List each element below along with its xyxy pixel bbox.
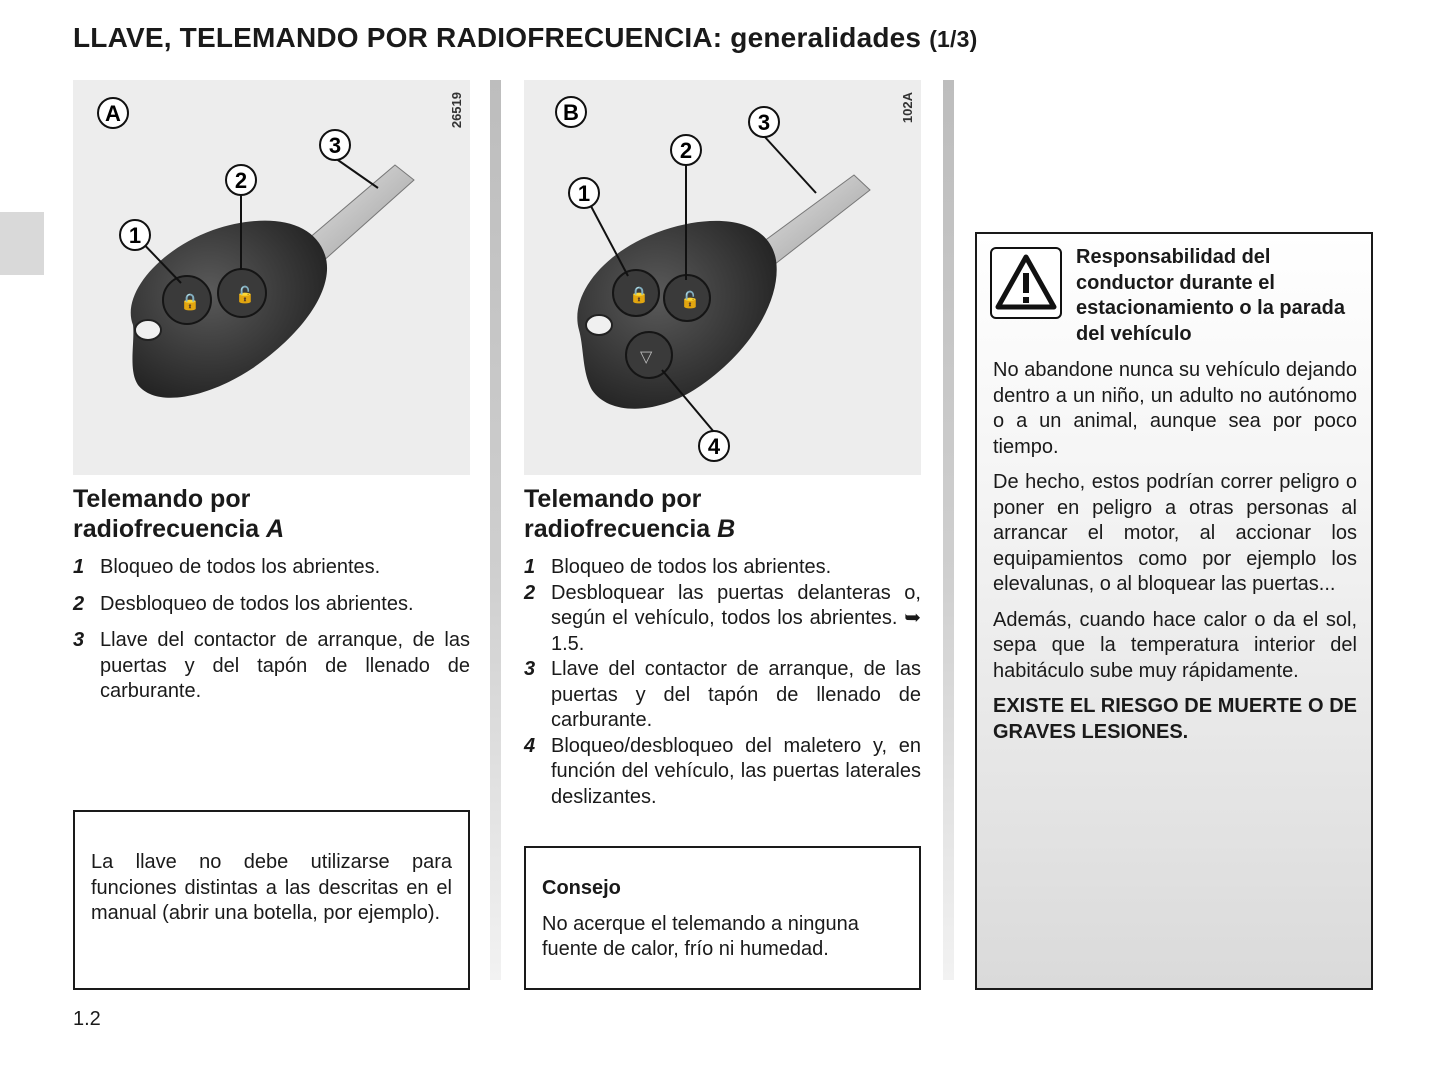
unlock-icon: 🔓 (680, 292, 700, 309)
section-b-heading: Telemando por radiofrecuencia B (524, 485, 736, 543)
tip-title: Consejo (542, 877, 621, 899)
warning-box (975, 232, 1373, 990)
key-b-illustration (524, 80, 921, 475)
figure-key-b (524, 80, 921, 475)
list-item: 4 Bloqueo/desbloqueo del maletero y, en función del vehículo, las puertas laterales deslizantes. (524, 734, 921, 808)
warning-icon (990, 247, 1062, 319)
column-divider-2 (943, 80, 954, 980)
callout-4: 4 (707, 434, 721, 459)
section-b-list (524, 555, 921, 810)
section-a-list (73, 555, 470, 705)
lock-icon: 🔒 (180, 294, 200, 311)
key-ring-hole (586, 315, 612, 335)
figure-code: 26519 (449, 92, 464, 129)
key-ring-hole (135, 320, 161, 340)
page-title-main: LLAVE, TELEMANDO POR RADIOFRECUENCIA: generalidades (73, 22, 922, 53)
warning-body (993, 358, 1357, 745)
figure-label: A (105, 101, 121, 126)
list-item: 3 Llave del contactor de arranque, de las puertas y del tapón de llenado de carburante. (73, 629, 470, 702)
tip-box (524, 846, 921, 990)
chapter-tab (0, 212, 44, 275)
lock-icon: 🔒 (629, 287, 649, 304)
usage-note-text: La llave no debe utilizarse para funciones distintas a las descritas en el manual (abrir una botella, por ejemplo). (91, 851, 452, 924)
key-a-illustration (73, 80, 470, 475)
list-item: 1 Bloqueo de todos los abrientes. (524, 556, 832, 578)
warning-title: Responsabilidad del conductor durante el estacionamiento o la parada del vehículo (1076, 246, 1345, 345)
section-a-heading: Telemando por radiofrecuencia A (73, 485, 285, 543)
list-item: 1 Bloqueo de todos los abrientes. (73, 556, 381, 578)
trunk-icon: ▽ (640, 349, 653, 366)
column-divider-1 (490, 80, 501, 980)
figure-key-a (73, 80, 470, 475)
page-number: 1.2 (73, 1008, 101, 1030)
figure-label: B (563, 100, 579, 125)
callout-3: 3 (328, 133, 342, 158)
list-item: 2 Desbloquear las puertas delanteras o, según el vehículo, todos los abrientes. ➥ 1.5. (524, 581, 921, 655)
callout-1: 1 (128, 223, 142, 248)
warning-paragraph: De hecho, estos podrían correr peligro o poner en peligro a otras personas al arrancar el motor, al accionar los equipamientos como por ejemplo los elevalunas, o al bloquear las puertas... (993, 471, 1357, 595)
list-item: 3 Llave del contactor de arranque, de las puertas y del tapón de llenado de carburante. (524, 658, 921, 731)
list-item: 2 Desbloqueo de todos los abrientes. (73, 592, 414, 615)
figure-code: 102A (900, 92, 915, 124)
page-title (73, 22, 978, 54)
warning-risk: EXISTE EL RIESGO DE MUERTE O DE GRAVES LESIONES. (993, 695, 1357, 743)
callout-2: 2 (679, 138, 693, 163)
page-title-part: (1/3) (929, 26, 978, 52)
warning-paragraph: Además, cuando hace calor o da el sol, sepa que la temperatura interior del habitáculo sube muy rápidamente. (993, 608, 1357, 682)
callout-3: 3 (757, 110, 771, 135)
callout-2: 2 (234, 168, 248, 193)
tip-text: No acerque el telemando a ninguna fuente de calor, frío ni humedad. (542, 912, 859, 960)
callout-1: 1 (577, 181, 591, 206)
usage-note-box (73, 810, 470, 990)
unlock-icon: 🔓 (235, 287, 255, 304)
warning-paragraph: No abandone nunca su vehículo dejando dentro a un niño, un adulto no autónomo o a un animal, aunque sea por poco tiempo. (993, 359, 1357, 458)
